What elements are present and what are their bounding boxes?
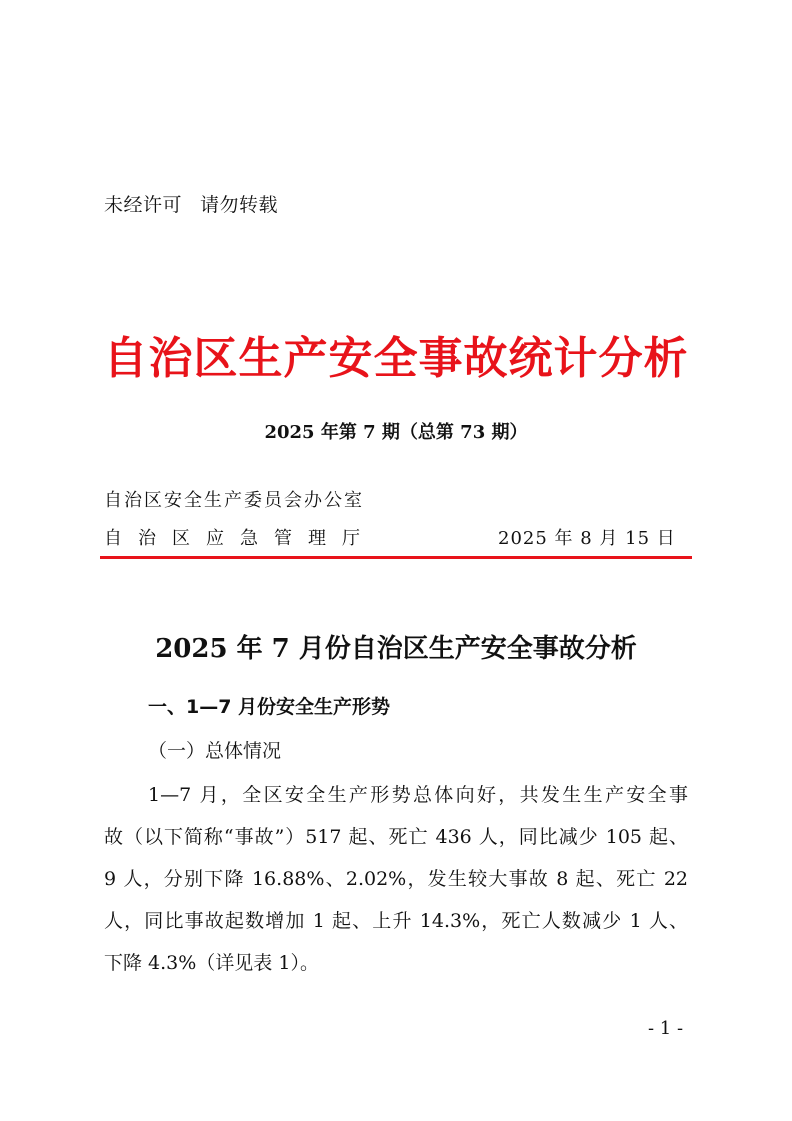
issue-number: 2025 年第 7 期（总第 73 期） (264, 422, 528, 443)
paragraph-line: 人，同比事故起数增加 1 起、上升 14.3%，死亡人数减少 1 人、 (104, 910, 688, 932)
page-number: - 1 - (648, 1018, 684, 1039)
reprint-notice-part1: 未经许可 (104, 194, 183, 216)
article-title: 2025 年 7 月份自治区生产安全事故分析 (155, 634, 637, 664)
section-heading: 一、1—7 月份安全生产形势 (148, 696, 391, 718)
header-divider (100, 556, 692, 559)
publication-title: 自治区生产安全事故统计分析 (103, 333, 689, 384)
issue-date: 2025 年 8 月 15 日 (498, 528, 676, 549)
subsection-heading: （一）总体情况 (148, 740, 282, 762)
paragraph-line: 下降 4.3%（详见表 1）。 (104, 952, 319, 974)
issuer-department: 自治区应急管理厅 (104, 528, 376, 549)
paragraph-line: 故（以下简称“事故”）517 起、死亡 436 人，同比减少 105 起、 (104, 826, 688, 848)
issuer-office: 自治区安全生产委员会办公室 (104, 490, 364, 511)
reprint-notice (104, 190, 278, 217)
reprint-notice-part2: 请勿转载 (200, 194, 279, 216)
paragraph-line: 9 人，分别下降 16.88%、2.02%，发生较大事故 8 起、死亡 22 (104, 868, 688, 890)
paragraph-line: 1—7 月，全区安全生产形势总体向好，共发生生产安全事 (148, 784, 688, 806)
